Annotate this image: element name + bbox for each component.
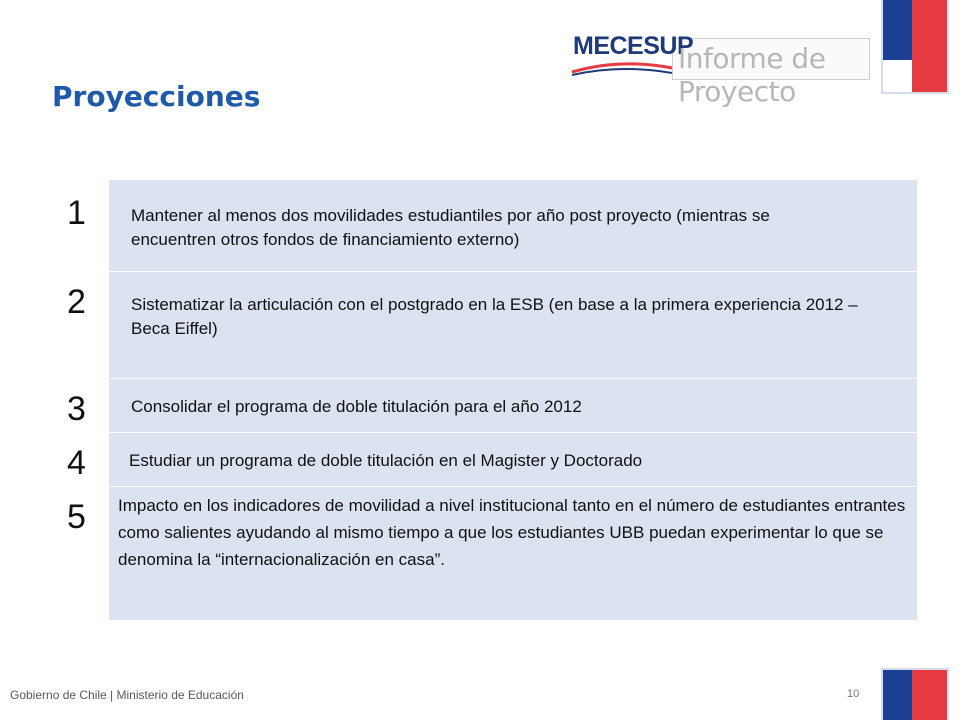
chile-flag-bottom bbox=[883, 670, 947, 720]
table-row bbox=[109, 272, 917, 379]
mecesup-logo bbox=[570, 28, 870, 108]
logo-text: MECESUP bbox=[573, 32, 694, 60]
item-text: Estudiar un programa de doble titulación en el Magister y Doctorado bbox=[129, 451, 643, 470]
item-number: 3 bbox=[67, 390, 86, 428]
logo-subtitle: Informe de Proyecto bbox=[678, 42, 826, 108]
item-number: 2 bbox=[67, 283, 86, 321]
item-number: 5 bbox=[67, 498, 86, 536]
projections-table bbox=[109, 180, 917, 620]
item-text: Impacto en los indicadores de movilidad a nivel institucional tanto en el número de estudiantes entrantes como salientes ayudando al mismo tiempo a que los estudiantes UBB puedan experimentar lo que se denomina la “internacionalización en casa”. bbox=[118, 496, 906, 569]
table-row bbox=[109, 379, 917, 433]
table-row bbox=[109, 180, 917, 272]
page-number: 10 bbox=[847, 688, 860, 700]
table-row bbox=[109, 487, 917, 620]
item-text: Mantener al menos dos movilidades estudiantiles por año post proyecto (mientras se encuentren otros fondos de financiamiento externo) bbox=[131, 206, 770, 249]
page-title: Proyecciones bbox=[52, 80, 261, 113]
item-text: Sistematizar la articulación con el postgrado en la ESB (en base a la primera experiencia 2012 – Beca Eiffel) bbox=[131, 295, 858, 338]
item-number: 1 bbox=[67, 194, 86, 232]
table-row bbox=[109, 433, 917, 487]
chile-flag-top bbox=[883, 0, 947, 92]
footer-credit: Gobierno de Chile | Ministerio de Educación bbox=[10, 688, 244, 702]
logo-swoosh-icon bbox=[570, 62, 675, 76]
item-number: 4 bbox=[67, 444, 86, 482]
item-text: Consolidar el programa de doble titulación para el año 2012 bbox=[131, 397, 582, 416]
